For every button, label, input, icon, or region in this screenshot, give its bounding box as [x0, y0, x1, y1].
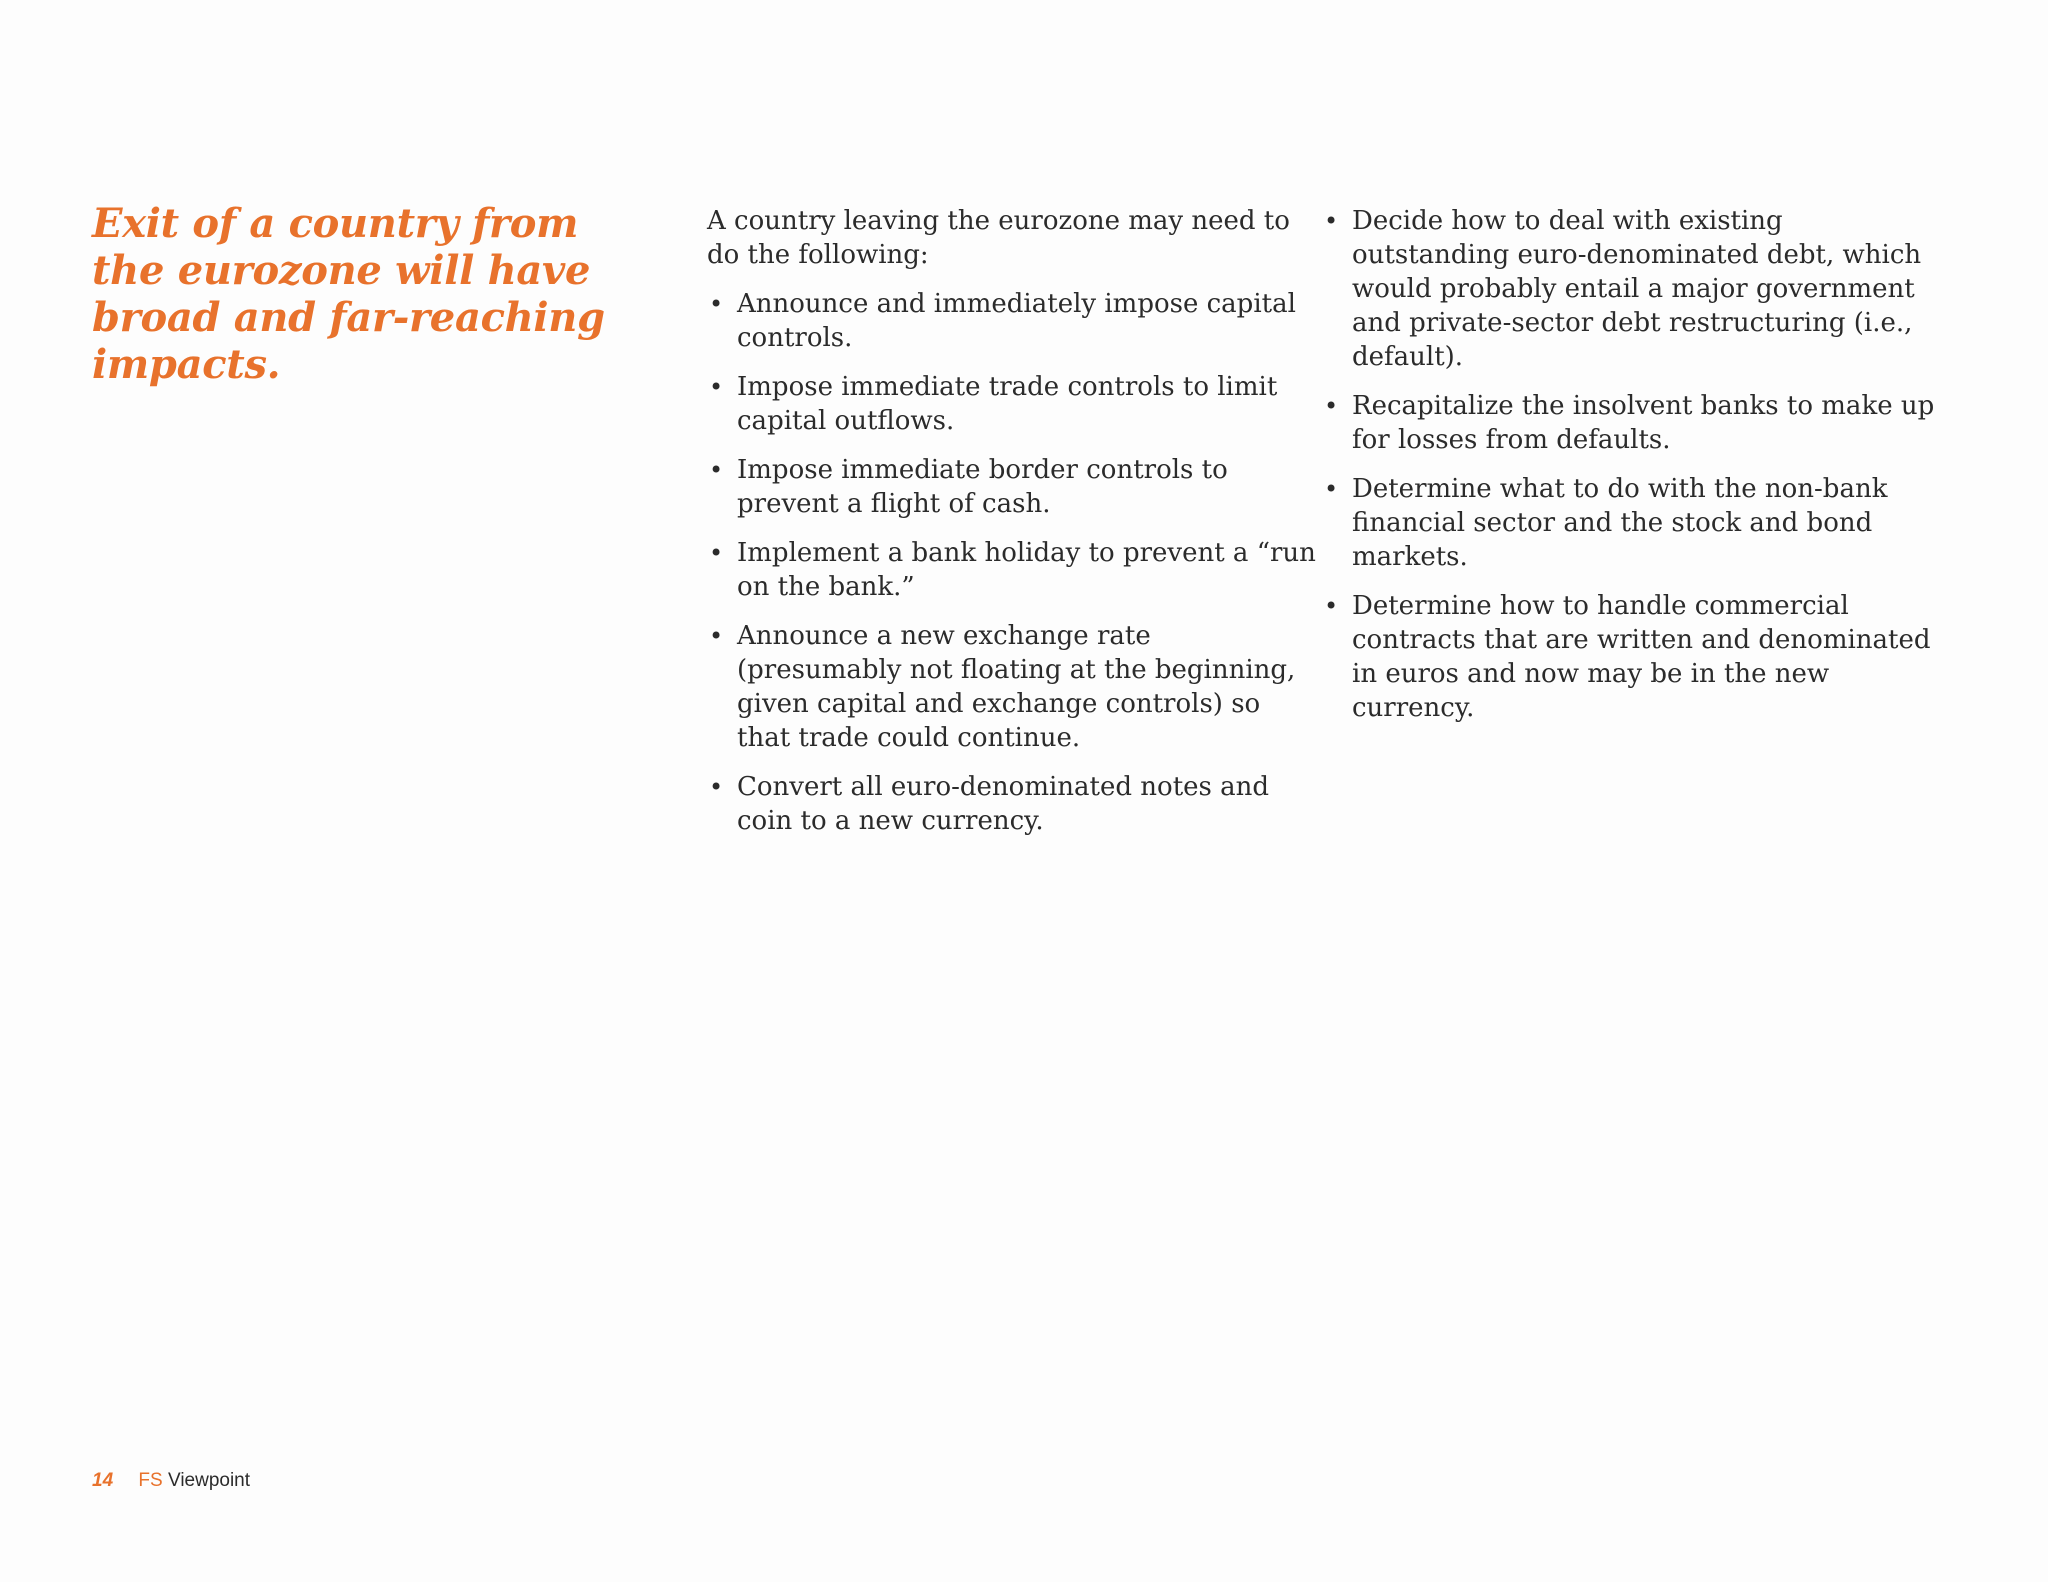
bullet-icon: • — [709, 773, 724, 801]
publication-name: Viewpoint — [167, 1470, 251, 1491]
list-item-text: Determine how to handle commercial contracts that are written and denominated in euros and now may be in the new currency. — [1352, 591, 1931, 723]
list-item-text: Announce and immediately impose capital controls. — [737, 289, 1296, 353]
list-item — [1322, 472, 1942, 574]
page-footer — [92, 1470, 250, 1492]
list-item-text: Determine what to do with the non-bank financial sector and the stock and bond markets. — [1352, 474, 1888, 572]
list-item — [707, 370, 1317, 438]
section-headline: Exit of a country from the eurozone will have broad and far-reaching impacts. — [92, 200, 605, 388]
bullet-icon: • — [709, 290, 724, 318]
intro-paragraph: A country leaving the eurozone may need to do the following: — [707, 206, 1290, 270]
list-item-text: Convert all euro-denominated notes and coin to a new currency. — [737, 772, 1270, 836]
bullet-icon: • — [709, 539, 724, 567]
list-item — [1322, 389, 1942, 457]
page-number: 14 — [92, 1470, 114, 1491]
list-item — [707, 536, 1317, 604]
list-item-text: Implement a bank holiday to prevent a “run on the bank.” — [737, 538, 1316, 602]
list-item-text: Impose immediate border controls to prevent a flight of cash. — [737, 455, 1228, 519]
bullet-icon: • — [709, 456, 724, 484]
bullet-icon: • — [1324, 392, 1339, 420]
list-item — [1322, 589, 1942, 725]
bullet-icon: • — [1324, 207, 1339, 235]
right-column — [1322, 204, 1942, 740]
middle-column — [707, 204, 1317, 853]
list-item-text: Announce a new exchange rate (presumably not floating at the beginning, given capital and exchange controls) so that trade could continue. — [737, 621, 1296, 753]
list-item-text: Impose immediate trade controls to limit capital outflows. — [737, 372, 1278, 436]
publication-prefix: FS — [138, 1470, 163, 1491]
bullet-icon: • — [709, 622, 724, 650]
bullet-icon: • — [709, 373, 724, 401]
list-item — [1322, 204, 1942, 374]
list-item — [707, 287, 1317, 355]
list-item-text: Decide how to deal with existing outstanding euro-denominated debt, which would probably entail a major government and private-sector debt restructuring (i.e., default). — [1352, 206, 1922, 372]
list-item — [707, 619, 1317, 755]
list-item — [707, 770, 1317, 838]
bullet-icon: • — [1324, 592, 1339, 620]
bullet-icon: • — [1324, 475, 1339, 503]
middle-bullet-list — [707, 287, 1317, 838]
right-bullet-list — [1322, 204, 1942, 725]
list-item-text: Recapitalize the insolvent banks to make up for losses from defaults. — [1352, 391, 1935, 455]
list-item — [707, 453, 1317, 521]
